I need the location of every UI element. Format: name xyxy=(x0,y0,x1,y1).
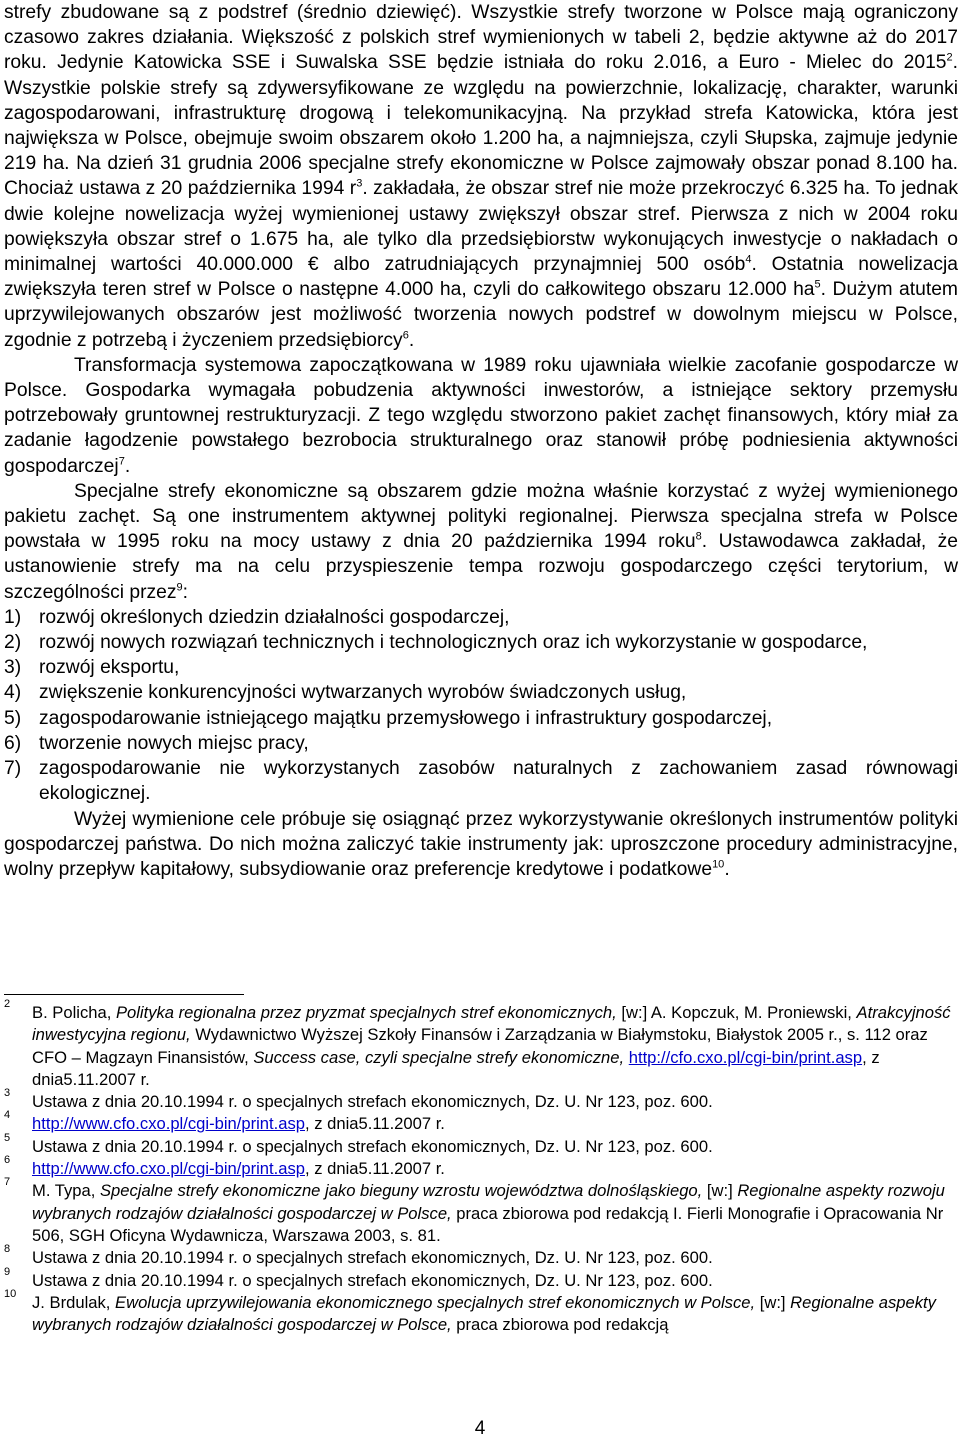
list-item-text: zagospodarowanie nie wykorzystanych zasobów naturalnych z zachowaniem zasad równowagi ekologicznej. xyxy=(39,758,958,805)
footnote-text-part: [w:] A. Kopczuk, M. Proniewski, xyxy=(616,1003,857,1022)
list-item xyxy=(4,630,958,655)
footnote-7 xyxy=(4,1176,956,1247)
list-number: 1) xyxy=(4,606,22,628)
list-item-text: zagospodarowanie istniejącego majątku przemysłowego i infrastruktury gospodarczej, xyxy=(39,707,773,729)
footnote-text: Ustawa z dnia 20.10.1994 r. o specjalnych strefach ekonomicznych, Dz. U. Nr 123, poz. 600. xyxy=(32,1136,713,1156)
paragraph-text: Transformacja systemowa zapoczątkowana w 1989 roku ujawniała wielkie zacofanie gospodarcze w Polsce. Gospodarka wymagała pobudzenia aktywności inwestorów, a istniejące sektory przemysłu potrzebowały gruntownej restrukturyzacji. Z tego względu stworzono pakiet zachęt finansowych, który miał za zadanie łagodzenie powstałego bezrobocia strukturalnego oraz stanowił próbę podniesienia aktywności gospodarczej xyxy=(4,354,958,477)
list-number: 2) xyxy=(4,632,22,654)
list-item-text: tworzenie nowych miejsc pracy, xyxy=(39,732,309,754)
list-number: 5) xyxy=(4,707,22,729)
footnote-text-part: [w:] xyxy=(755,1292,791,1312)
footnote-text-part: , z dnia5.11.2007 r. xyxy=(305,1159,445,1179)
footnote-text-part: , z dnia5.11.2007 r. xyxy=(305,1114,445,1134)
footnote-text-part: praca zbiorowa pod redakcją xyxy=(451,1315,669,1335)
paragraph-text: . xyxy=(124,455,131,477)
footnote-8 xyxy=(4,1243,956,1269)
footnote-title: Success case, czyli specjalne strefy ekonomiczne, xyxy=(253,1047,625,1067)
footnote-2 xyxy=(4,998,956,1091)
footnote-text xyxy=(32,1002,956,1091)
paragraph-2 xyxy=(4,353,958,479)
footnote-ref-7[interactable]: 7 xyxy=(118,455,125,468)
footnote-text xyxy=(32,1158,956,1180)
footnote-ref-10[interactable]: 10 xyxy=(712,858,725,871)
footnote-number: 3 xyxy=(4,1087,11,1100)
list-number: 3) xyxy=(4,657,22,679)
paragraph-text: . Dużym atutem uprzywilejowanych obszarów jest możliwość tworzenia nowych podstref w dowolnym miejscu w Polsce, zgodnie z potrzebą i życzeniem przedsiębiorcy xyxy=(4,279,958,351)
footnote-number: 4 xyxy=(4,1109,11,1122)
paragraph-1 xyxy=(4,0,958,353)
footnote-title: Specjalne strefy ekonomiczne jako bieguny wzrostu województwa dolnośląskiego, xyxy=(99,1181,703,1201)
list-item xyxy=(4,731,958,756)
footnote-title: Regionalne aspekty wybranych rodzajów działalności gospodarczej w Polsce, xyxy=(32,1292,936,1335)
list-item xyxy=(4,605,958,630)
paragraph-text: : xyxy=(182,581,189,603)
list-item-text: rozwój określonych dziedzin działalności gospodarczej, xyxy=(39,606,510,628)
paragraph-text: . xyxy=(408,329,415,351)
footnote-4 xyxy=(4,1109,956,1135)
footnote-link[interactable]: http://cfo.cxo.pl/cgi-bin/print.asp xyxy=(628,1047,863,1067)
footnote-ref-4[interactable]: 4 xyxy=(745,253,752,266)
footnote-text-part: Wydawnictwo Wyższej Szkoły Finansów i Zarządzania w Białymstoku, Białystok 2005 r., s. 112 oraz CFO – Magzayn Finansistów, xyxy=(32,1025,928,1067)
paragraph-4 xyxy=(4,807,958,883)
list-item xyxy=(4,655,958,680)
paragraph-text: Wyżej wymienione cele próbuje się osiągnąć przez wykorzystywanie określonych instrumentów polityki gospodarczej państwa. Do nich można zaliczyć takie instrumenty jak: uproszczone procedury administracyjne, wolny przepływ kapitałowy, subsydiowanie oraz preferencje kredytowe i podatkowe xyxy=(4,808,958,880)
list-item xyxy=(4,756,958,806)
footnote-text xyxy=(32,1292,956,1337)
footnote-ref-9[interactable]: 9 xyxy=(176,581,183,594)
list-item-text: rozwój nowych rozwiązań technicznych i technologicznych oraz ich wykorzystanie w gospodarce, xyxy=(39,632,868,654)
main-text xyxy=(4,0,958,882)
paragraph-text: . zakładała, że obszar stref nie może przekroczyć 6.325 ha. To jednak dwie kolejne nowelizacja wyżej wymienionej ustawy zwiększył obszar stref. Pierwsza z nich w 2004 roku powiększyła obszar stref o 1.675 ha, ale tylko dla przedsiębiorstw wykonujących inwestycje o nakładach o minimalnej wartości 40.000.000 € albo zatrudniających przynajmniej 500 osób xyxy=(4,178,958,276)
footnote-number: 9 xyxy=(4,1265,11,1278)
page-number: 4 xyxy=(474,1418,486,1439)
footnote-text-part: [w:] xyxy=(702,1181,738,1201)
footnote-title: Polityka regionalna przez pryzmat specjalnych stref ekonomicznych, xyxy=(115,1003,617,1022)
footnote-6 xyxy=(4,1154,956,1180)
list-item xyxy=(4,680,958,705)
footnote-title: Regionalne aspekty rozwoju wybranych rodzajów działalności gospodarczej w Polsce, xyxy=(32,1181,945,1223)
footnote-link[interactable]: http://www.cfo.cxo.pl/cgi-bin/print.asp xyxy=(32,1159,305,1179)
footnote-text-part: B. Policha, xyxy=(32,1003,116,1022)
list-number: 4) xyxy=(4,682,22,704)
footnote-10 xyxy=(4,1287,956,1337)
footnote-text: Ustawa z dnia 20.10.1994 r. o specjalnych strefach ekonomicznych, Dz. U. Nr 123, poz. 600. xyxy=(32,1248,713,1268)
footnote-text: Ustawa z dnia 20.10.1994 r. o specjalnych strefach ekonomicznych, Dz. U. Nr 123, poz. 600. xyxy=(32,1270,713,1290)
footnote-9 xyxy=(4,1265,956,1292)
footnote-ref-3[interactable]: 3 xyxy=(356,178,363,190)
footnotes xyxy=(4,998,956,1336)
list-item-text: zwiększenie konkurencyjności wytwarzanych wyrobów świadczonych usług, xyxy=(39,682,687,704)
footnote-title: Ewolucja uprzywilejowania ekonomicznego specjalnych stref ekonomicznych w Polsce, xyxy=(115,1292,756,1312)
footnote-text-part: , z dnia5.11.2007 r. xyxy=(32,1047,880,1089)
footnote-link[interactable]: http://www.cfo.cxo.pl/cgi-bin/print.asp xyxy=(32,1114,305,1134)
footnote-text: Ustawa z dnia 20.10.1994 r. o specjalnych strefach ekonomicznych, Dz. U. Nr 123, poz. 600. xyxy=(32,1092,713,1112)
footnote-number: 7 xyxy=(4,1176,11,1189)
list-number: 6) xyxy=(4,732,22,754)
footnote-ref-2[interactable]: 2 xyxy=(946,51,953,64)
footnote-text xyxy=(32,1180,956,1247)
paragraph-3 xyxy=(4,479,958,605)
list-item-text: rozwój eksportu, xyxy=(39,657,180,679)
footnote-number: 8 xyxy=(4,1243,11,1256)
footnote-3 xyxy=(4,1087,956,1113)
footnote-text-part: praca zbiorowa pod redakcją I. Fierli Monografie i Opracowania Nr 506, SGH Oficyna Wydawnicza, Warszawa 2003, s. 81. xyxy=(32,1203,944,1245)
list-number: 7) xyxy=(4,758,22,780)
paragraph-text: Specjalne strefy ekonomiczne są obszarem gdzie można właśnie korzystać z wyżej wymienionego pakietu zachęt. Są one instrumentem aktywnej polityki regionalnej. Pierwsza specjalna strefa w Polsce powstała w 1995 roku na mocy ustawy z dnia 20 października 1994 roku xyxy=(4,480,958,553)
paragraph-text: . xyxy=(724,858,730,880)
goals-list xyxy=(4,605,958,807)
paragraph-text: . Ostatnia nowelizacja zwiększyła teren stref w Polsce o następne 4.000 ha, czyli do całkowitego obszaru 12.000 ha xyxy=(4,254,958,301)
footnote-number: 6 xyxy=(4,1154,11,1167)
paragraph-text: strefy zbudowane są z podstref (średnio dziewięć). Wszystkie strefy tworzone w Polsce mają ograniczony czasowo zakres działania. Większość z polskich stref wymienionych w tabeli 2, będzie aktywne aż do 2017 roku. Jedynie Katowicka SSE i Suwalska SSE będzie istniała do roku 2.016, a Euro - Mielec do 2015 xyxy=(4,2,958,74)
footnote-number: 5 xyxy=(4,1131,11,1144)
footnote-ref-8[interactable]: 8 xyxy=(695,530,702,543)
footnote-text xyxy=(32,1113,956,1135)
footnote-title: Atrakcyjność inwestycyjna regionu, xyxy=(32,1003,951,1045)
footnote-number: 10 xyxy=(4,1287,17,1300)
footnote-ref-6[interactable]: 6 xyxy=(402,329,409,342)
footnote-ref-5[interactable]: 5 xyxy=(814,278,821,291)
footnote-number: 2 xyxy=(4,998,11,1010)
paragraph-text: . Ustawodawca zakładał, że ustanowienie strefy ma na celu przyspieszenie tempa rozwoju gospodarczego części terytorium, w szczególności przez xyxy=(4,531,959,603)
footnote-text-part: M. Typa, xyxy=(32,1181,100,1201)
list-item xyxy=(4,706,958,731)
footnote-separator xyxy=(4,994,244,995)
footnote-text-part: J. Brdulak, xyxy=(32,1292,116,1312)
paragraph-text: . Wszystkie polskie strefy są zdywersyfikowane ze względu na powierzchnie, lokalizację, charakter, warunki zagospodarowani, infrastrukturę drogową i telekomunikacyjną. Na przykład strefa Katowicka, która jest największa w Polsce, obejmuje swoim obszarem około 1.200 ha, a najmniejsza, czyli Słupska, zajmuje jedynie 219 ha. Na dzień 31 grudnia 2006 specjalne strefy ekonomiczne w Polsce zajmowały obszar ponad 8.100 ha. Chociaż ustawa z 20 października 1994 r xyxy=(4,52,958,200)
footnote-5 xyxy=(4,1131,956,1158)
